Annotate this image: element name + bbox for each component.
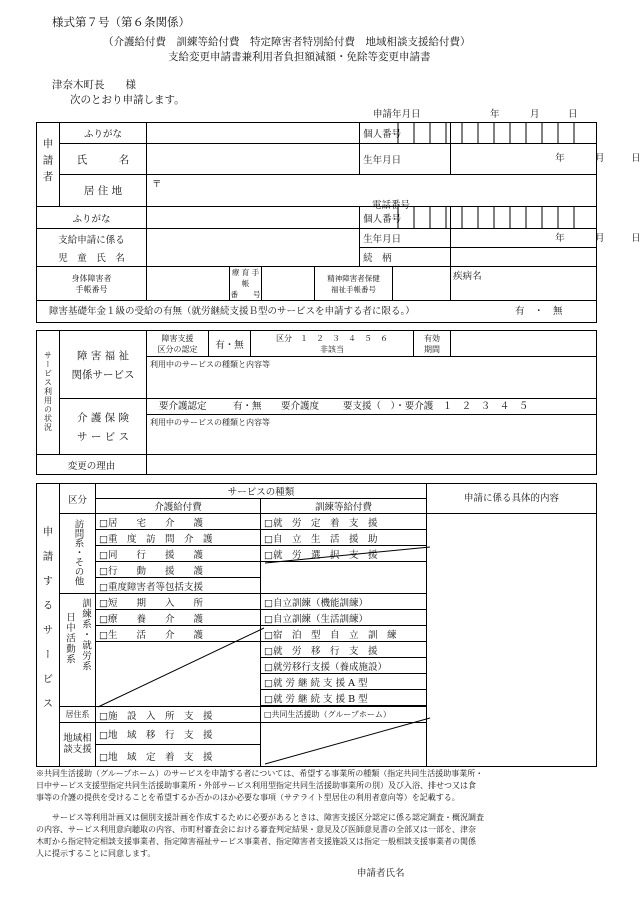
applicant-name-field[interactable]: [147, 144, 360, 175]
postal-mark: 〒: [152, 179, 162, 190]
training-benefit-header: 訓練等給付費: [261, 499, 427, 514]
date-label: 申請年月日: [373, 109, 421, 120]
care-in-use-field[interactable]: [147, 415, 597, 455]
usage-table: [36, 330, 597, 475]
visit-group-label: 訪問系・その他: [60, 514, 96, 594]
child-furigana-label: ふりがな: [37, 207, 147, 229]
form-subtitle-2: 支給変更申請書兼利用者負担額減額・免除等変更申請書: [168, 51, 431, 63]
applicant-birth-day: 日: [631, 153, 641, 164]
pension-yes-no[interactable]: 有 ・ 無: [515, 306, 563, 317]
service-short-stay[interactable]: □短 期 入 所: [96, 594, 261, 610]
note-line-2: 日中サービス支援型指定共同生活援助事業所・外部サービス利用型指定共同生活援助事業所の別）及び入浴、排せつ又は食: [36, 781, 476, 790]
rehab-handbook-field[interactable]: [262, 267, 315, 301]
child-name-label-1: 支給申請に係る: [58, 234, 125, 246]
applicant-birth-month: 月: [595, 153, 605, 164]
care-degree-label: 要介護度: [281, 401, 320, 412]
category-header: 区分: [60, 484, 96, 514]
child-furigana-field[interactable]: [147, 207, 360, 229]
service-residential-training[interactable]: □宿 泊 型 自 立 訓 練: [261, 626, 427, 642]
applicant-address-label: 居 住 地: [60, 175, 147, 207]
mental-handbook-label: 精神障害者保健 福祉手帳番号: [315, 267, 393, 301]
residence-group-label: 居住系: [60, 707, 96, 723]
pension-row: [37, 301, 597, 323]
service-group-home[interactable]: □共同生活援助（グループホーム）: [261, 707, 427, 723]
support-division[interactable]: 区分 １ ２ ３ ４ ５ ６ 非該当: [251, 331, 414, 357]
service-type-header: サービスの種類: [96, 484, 427, 499]
care-service-label: 介 護 保 険 サ ー ビ ス: [60, 399, 147, 455]
service-continuous-b[interactable]: □就 労 継 続 支 援 B 型: [261, 690, 427, 706]
service-facility-admission[interactable]: □施 設 入 所 支 援: [96, 707, 261, 723]
disease-field[interactable]: [451, 267, 597, 301]
applicant-side-label: 申請者: [37, 123, 60, 207]
support-cert-label: 障害支援 区分の認定: [147, 331, 209, 357]
child-name-label-2: 児 童 氏 名: [58, 252, 125, 264]
applicant-birth-year: 年: [555, 153, 565, 164]
welfare-in-use-label: 利用中のサービスの種類と内容等: [150, 360, 270, 369]
detail-field[interactable]: [427, 514, 597, 767]
care-levels[interactable]: 要支援（ ）・要介護 １ ２ ３ ４ ５: [343, 401, 529, 412]
day-empty-cell: [96, 642, 261, 707]
care-cert-label: 要介護認定: [159, 401, 207, 412]
child-relation-field[interactable]: [451, 248, 597, 267]
intro-text: 次のとおり申請します。: [70, 94, 185, 106]
child-relation-label: 続 柄: [360, 248, 451, 267]
applicant-personal-no-field[interactable]: [451, 123, 597, 144]
training-group-text: 訓練系・就労系: [80, 598, 91, 672]
service-home-care[interactable]: □居 宅 介 護: [96, 514, 261, 530]
service-comprehensive-support[interactable]: □重度障害者等包括支援: [96, 578, 261, 594]
services-side-label: 申請するサービス: [37, 484, 60, 767]
service-employment-retention[interactable]: □就 労 定 着 支 援: [261, 514, 427, 530]
applicant-furigana-label: ふりがな: [60, 123, 147, 144]
applicant-birthdate-label: 生年月日: [360, 144, 451, 175]
form-number: 様式第７号（第６条関係）: [52, 15, 190, 29]
date-year: 年: [490, 109, 500, 120]
service-continuous-a[interactable]: □就 労 継 続 支 援 A 型: [261, 674, 427, 690]
note-line-1: ※共同生活援助（グループホーム）のサービスを申請する者については、希望する事業所の種類（指定共同生活援助事業所・: [36, 769, 484, 778]
child-birth-day: 日: [631, 233, 641, 244]
service-regional-settlement[interactable]: □地 域 定 着 支 援: [96, 745, 261, 767]
care-benefit-header: 介護給付費: [96, 499, 261, 514]
service-regional-transition[interactable]: □地 域 移 行 支 援: [96, 723, 261, 745]
pension-text: 障害基礎年金１級の受給の有無（就労継続支援Ｂ型のサービスを申請する者に限る。）: [49, 306, 415, 317]
child-birth-month: 月: [595, 233, 605, 244]
consent-line-2: の内容、サービス利用意向聴取の内容、市町村審査会における審査判定結果・意見及び医師意見書の全部又は一部を、津奈: [36, 825, 476, 834]
service-employment-transition[interactable]: □就 労 移 行 支 援: [261, 642, 427, 658]
consent-line-1: サービス等利用計画又は個別支援計画を作成するために必要があるときは、障害支援区分認定に係る認定調査・概況調査: [52, 813, 484, 822]
child-birth-year: 年: [555, 233, 565, 244]
services-table: [36, 483, 597, 767]
child-name-field[interactable]: [147, 229, 360, 267]
regional-group-label: 地域相談支援: [60, 723, 96, 767]
visit-empty-cell: [261, 562, 427, 594]
care-cert-row: [147, 399, 597, 415]
service-employment-transition-school[interactable]: □就労移行支援（養成施設）: [261, 658, 427, 674]
care-cert-yes-no[interactable]: 有・無: [233, 401, 262, 412]
service-employment-selection[interactable]: □就 労 選 択 支 援: [261, 546, 427, 562]
disease-label: 疾病名: [453, 271, 482, 282]
service-function-training[interactable]: □自立訓練（機能訓練）: [261, 594, 427, 610]
service-medical-care[interactable]: □療 養 介 護: [96, 610, 261, 626]
service-life-care[interactable]: □生 活 介 護: [96, 626, 261, 642]
service-accompany-support[interactable]: □同 行 援 護: [96, 546, 261, 562]
regional-empty-cell: [261, 723, 427, 767]
applicant-address-field[interactable]: [147, 175, 597, 211]
detail-header: 申請に係る具体的内容: [427, 484, 597, 514]
child-personal-no-field[interactable]: [451, 207, 597, 229]
applicant-furigana-field[interactable]: [147, 123, 360, 144]
applicant-personal-no-label: 個人番号: [360, 123, 451, 144]
mental-handbook-field[interactable]: [393, 267, 451, 301]
day-group-text: 日中活動系: [64, 612, 75, 665]
usage-side-label: サービス利用の状況: [37, 331, 60, 455]
form-subtitle-1: （介護給付費 訓練等給付費 特定障害者特別給付費 地域相談支援給付費）: [103, 36, 471, 48]
valid-period-field[interactable]: [451, 331, 597, 357]
child-birthdate-field[interactable]: [451, 229, 641, 248]
applicant-phone-label: 電話番号: [372, 200, 411, 211]
change-reason-field[interactable]: [147, 455, 597, 475]
physical-handbook-label: 身体障害者 手帳番号: [37, 267, 147, 301]
applicant-birthdate-field[interactable]: [451, 144, 641, 175]
child-name-label: [37, 229, 147, 267]
child-personal-no-label: 個人番号: [360, 207, 451, 229]
consent-line-4: 人に提示することに同意します。: [36, 849, 156, 858]
valid-period-label: 有効 期間: [414, 331, 451, 357]
note-line-3: 事等の介護の提供を受けることを希望するか否かのほか必要な事項（サテライト型居住の利用者意向等）を記載する。: [36, 793, 460, 802]
care-in-use-label: 利用中のサービスの種類と内容等: [150, 418, 270, 427]
service-behavior-support[interactable]: □行 動 援 護: [96, 562, 261, 578]
service-life-training[interactable]: □自立訓練（生活訓練）: [261, 610, 427, 626]
signature-label: 申請者氏名: [357, 868, 405, 879]
applicant-name-label: 氏 名: [60, 144, 147, 175]
service-severe-visit-care[interactable]: □重 度 訪 問 介 護: [96, 530, 261, 546]
welfare-in-use-field[interactable]: [147, 357, 597, 399]
welfare-service-label: 障 害 福 祉 関係サービス: [60, 331, 147, 399]
date-day: 日: [568, 109, 578, 120]
service-independent-living[interactable]: □自 立 生 活 援 助: [261, 530, 427, 546]
addressee: 津奈木町長 様: [52, 79, 136, 91]
support-cert-yes-no[interactable]: 有・無: [209, 331, 251, 357]
change-reason-label: 変更の理由: [37, 455, 147, 475]
child-birthdate-label: 生年月日: [360, 229, 451, 248]
consent-line-3: 木町から指定特定相談支援事業者、指定障害福祉サービス事業者、指定障害者支援施設又は指定一般相談支援事業者の関係: [36, 837, 476, 846]
date-month: 月: [530, 109, 540, 120]
rehab-handbook-label: 療 育 手 帳 番 号: [230, 268, 261, 299]
physical-handbook-field[interactable]: [147, 267, 230, 301]
day-group-label: [60, 594, 96, 707]
applicant-table: [36, 122, 641, 323]
